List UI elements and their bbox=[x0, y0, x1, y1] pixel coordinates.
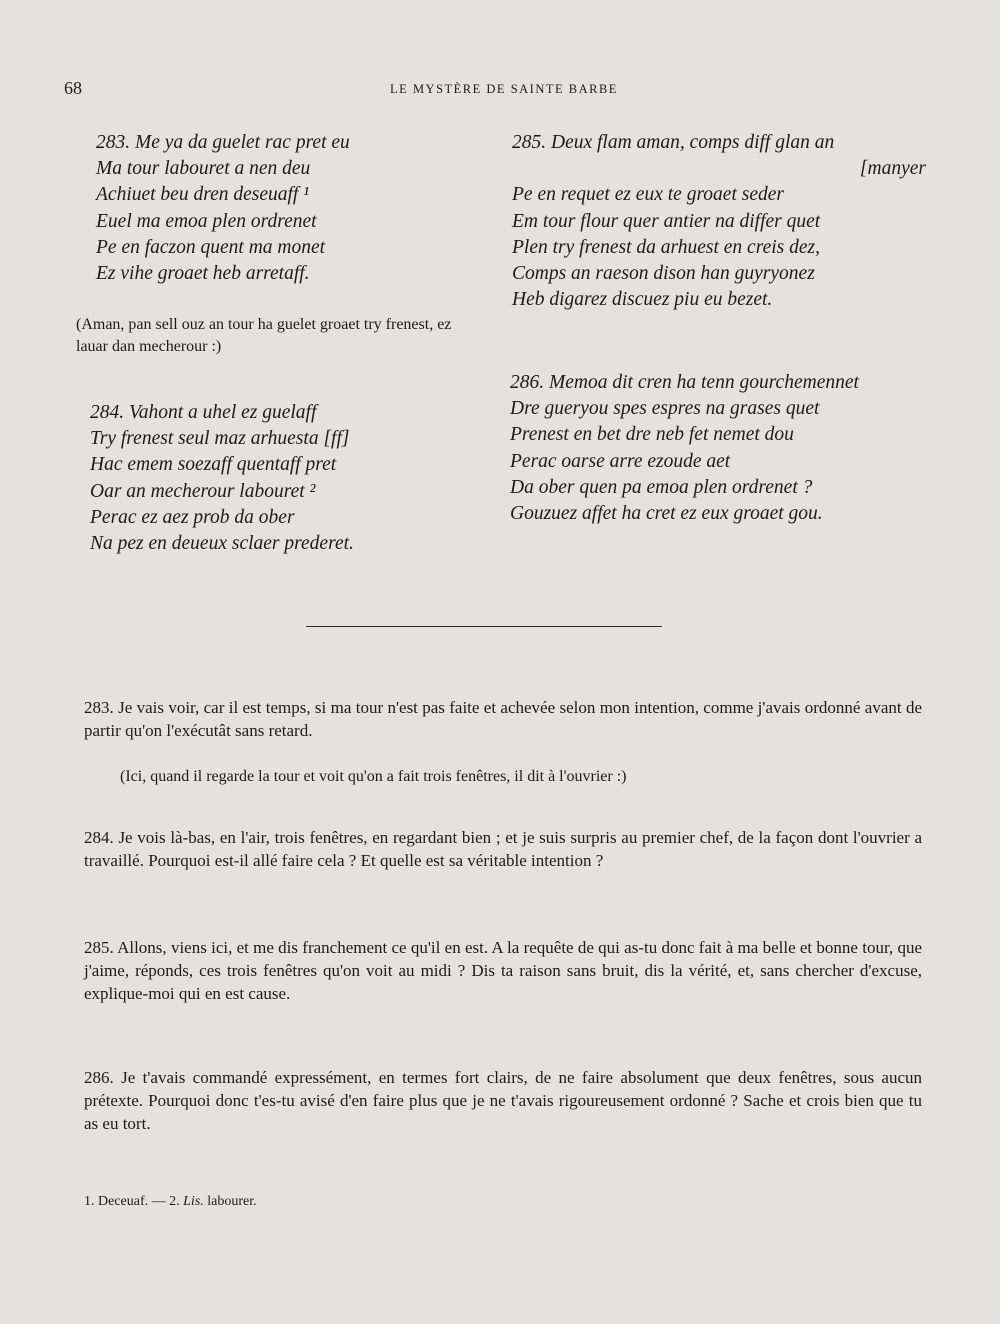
verse-stanza-285 bbox=[512, 130, 930, 313]
verse-stanza-286 bbox=[510, 370, 859, 527]
verse-line: Achiuet beu dren deseuaff ¹ bbox=[96, 184, 310, 206]
page-header bbox=[64, 78, 944, 102]
verse-line: 283. Me ya da guelet rac pret eu bbox=[96, 132, 350, 153]
verse-stanza-283 bbox=[96, 130, 350, 287]
verse-line: Ma tour labouret a nen deu bbox=[96, 158, 311, 180]
verse-line: Ez vihe groaet heb arretaff. bbox=[96, 263, 310, 285]
verse-line-continuation: [manyer bbox=[859, 158, 926, 180]
verse-line: Perac oarse arre ezoude aet bbox=[510, 450, 731, 472]
verse-line: Prenest en bet dre neb fet nemet dou bbox=[510, 424, 794, 446]
translation-284: 284. Je vois là-bas, en l'air, trois fenêtres, en regardant bien ; et je suis surpris au premier chef, de la façon dont l'ouvrier a travaillé. Pourquoi est-il allé faire cela ? Et quelle est sa véritable intention ? bbox=[84, 828, 922, 870]
running-title: LE MYSTÈRE DE SAINTE BARBE bbox=[390, 82, 618, 96]
verse-line: Dre gueryou spes espres na grases quet bbox=[510, 398, 820, 420]
verse-stanza-284 bbox=[90, 400, 354, 557]
verse-line: Da ober quen pa emoa plen ordrenet ? bbox=[510, 476, 813, 498]
verse-line: Plen try frenest da arhuest en creis dez, bbox=[512, 236, 820, 258]
verse-line: Heb digarez discuez piu eu bezet. bbox=[512, 289, 773, 311]
verse-line: Hac emem soezaff quentaff pret bbox=[90, 454, 337, 476]
verse-line: Try frenest seul maz arhuesta [ff] bbox=[90, 428, 350, 450]
verse-line: 286. Memoa dit cren ha tenn gourchemennet bbox=[510, 372, 859, 393]
verse-line: 285. Deux flam aman, comps diff glan an bbox=[512, 132, 835, 153]
section-divider bbox=[306, 626, 662, 627]
footnote-2-text: labourer. bbox=[207, 1194, 257, 1209]
verse-line: Oar an mecherour labouret ² bbox=[90, 480, 316, 502]
page-number: 68 bbox=[64, 78, 82, 98]
translation-285: 285. Allons, viens ici, et me dis franchement ce qu'il en est. A la requête de qui as-tu donc fait à ma belle et bonne tour, que j'aime, réponds, ces trois fenêtres qu'on voit au midi ? Dis ta raison sans bruit, dis la vérité, et, sans chercher d'excuse, explique-moi qui en est cause. bbox=[84, 938, 922, 1003]
verse-line: Pe en faczon quent ma monet bbox=[96, 236, 326, 258]
verse-line: Euel ma emoa plen ordrenet bbox=[96, 210, 317, 232]
translation-283: 283. Je vais voir, car il est temps, si ma tour n'est pas faite et achevée selon mon intention, comme j'avais ordonné avant de partir qu'on l'exécutât sans retard. bbox=[84, 698, 922, 740]
stage-direction-breton: (Aman, pan sell ouz an tour ha guelet groaet try frenest, ez lauar dan mecherour :) bbox=[76, 316, 452, 355]
footnotes bbox=[84, 1194, 257, 1210]
verse-line: 284. Vahont a uhel ez guelaff bbox=[90, 402, 317, 423]
verse-line: Gouzuez affet ha cret ez eux groaet gou. bbox=[510, 503, 823, 525]
verse-line: Pe en requet ez eux te groaet seder bbox=[512, 184, 784, 206]
verse-line: Perac ez aez prob da ober bbox=[90, 506, 295, 528]
footnote-2-abbrev: Lis. bbox=[183, 1194, 204, 1209]
translation-286: 286. Je t'avais commandé expressément, en termes fort clairs, de ne faire absolument que deux fenêtres, sous aucun prétexte. Pourquoi donc t'es-tu avisé d'en faire plus que je ne t'avais rigoureusement ordonné ? Sache et crois bien que tu as eu tort. bbox=[84, 1068, 922, 1133]
verse-line: Comps an raeson dison han guyryonez bbox=[512, 263, 815, 285]
verse-line: Em tour flour quer antier na differ quet bbox=[512, 210, 821, 232]
footnote-1: 1. Deceuaf. — 2. bbox=[84, 1194, 180, 1209]
verse-line: Na pez en deueux sclaer prederet. bbox=[90, 533, 354, 555]
stage-direction-french: (Ici, quand il regarde la tour et voit qu'on a fait trois fenêtres, il dit à l'ouvrier :) bbox=[120, 768, 627, 785]
